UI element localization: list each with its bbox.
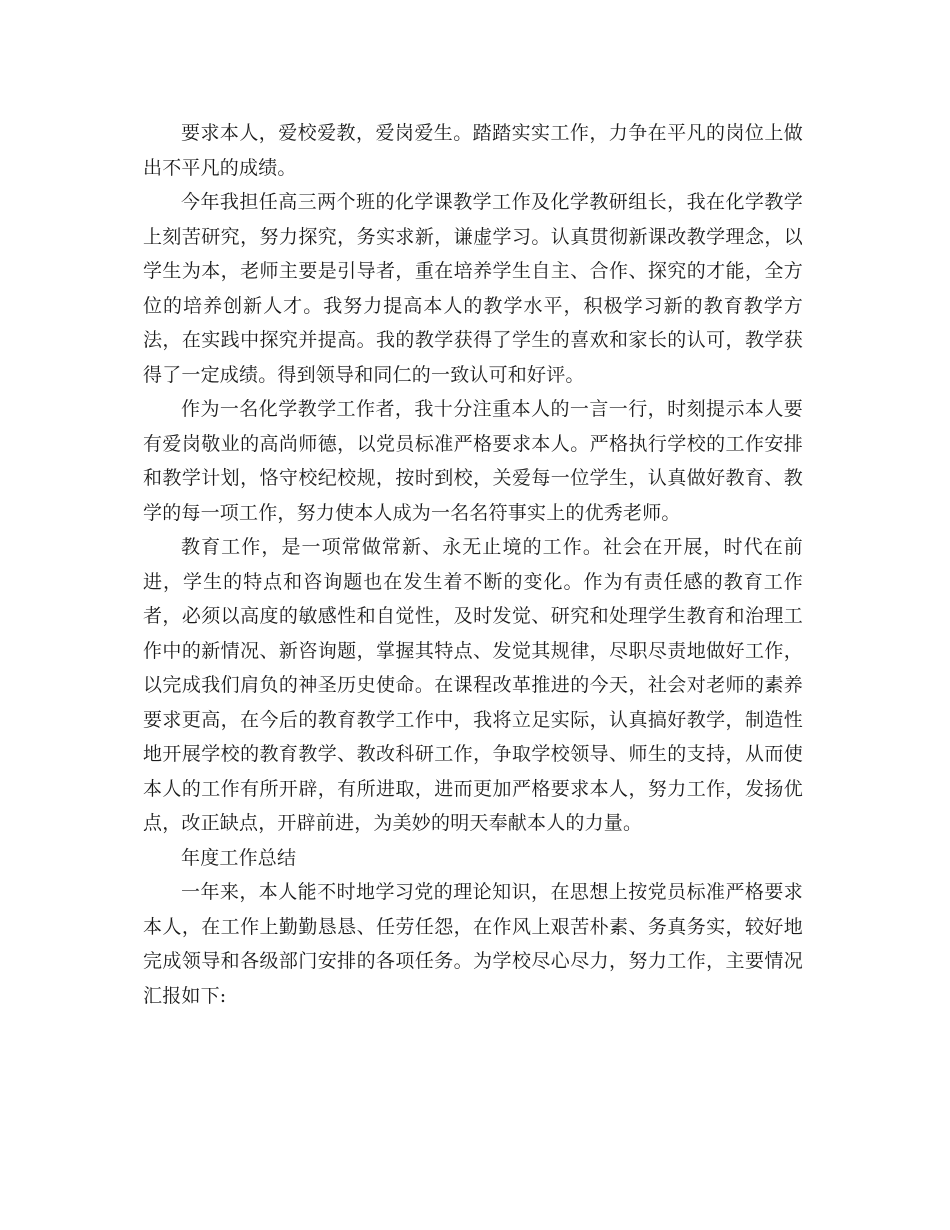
paragraph-2: 今年我担任高三两个班的化学课教学工作及化学教研组长，我在化学教学上刻苦研究，努力探究，务实求新，谦虚学习。认真贯彻新课改教学理念，以学生为本，老师主要是引导者，重在培养学生自主、合作、探究的才能，全方位的培养创新人才。我努力提高本人的教学水平，积极学习新的教育教学方法，在实践中探究并提高。我的教学获得了学生的喜欢和家长的认可，教学获得了一定成绩。得到领导和同仁的一致认可和好评。 xyxy=(143,191,803,386)
document-page xyxy=(143,116,803,1013)
section-heading: 年度工作总结 xyxy=(181,846,297,869)
paragraph-3: 作为一名化学教学工作者，我十分注重本人的一言一行，时刻提示本人要有爱岗敬业的高尚师德，以党员标准严格要求本人。严格执行学校的工作安排和教学计划，恪守校纪校规，按时到校，关爱每一位学生，认真做好教育、教学的每一项工作，努力使本人成为一名名符事实上的优秀老师。 xyxy=(143,398,803,524)
paragraph-4: 教育工作，是一项常做常新、永无止境的工作。社会在开展，时代在前进，学生的特点和咨询题也在发生着不断的变化。作为有责任感的教育工作者，必须以高度的敏感性和自觉性，及时发觉、研究和处理学生教育和治理工作中的新情况、新咨询题，掌握其特点、发觉其规律，尽职尽责地做好工作，以完成我们肩负的神圣历史使命。在课程改革推进的今天，社会对老师的素养要求更高，在今后的教育教学工作中，我将立足实际，认真搞好教学，制造性地开展学校的教育教学、教改科研工作，争取学校领导、师生的支持，从而使本人的工作有所开辟，有所进取，进而更加严格要求本人，努力工作，发扬优点，改正缺点，开辟前进，为美妙的明天奉献本人的力量。 xyxy=(143,536,803,834)
paragraph-1: 要求本人，爱校爱教，爱岗爱生。踏踏实实工作，力争在平凡的岗位上做出不平凡的成绩。 xyxy=(143,122,803,179)
closing-paragraph: 一年来，本人能不时地学习党的理论知识，在思想上按党员标准严格要求本人，在工作上勤勤恳恳、任劳任怨，在作风上艰苦朴素、务真务实，较好地完成领导和各级部门安排的各项任务。为学校尽心尽力，努力工作，主要情况汇报如下: xyxy=(143,881,803,1007)
